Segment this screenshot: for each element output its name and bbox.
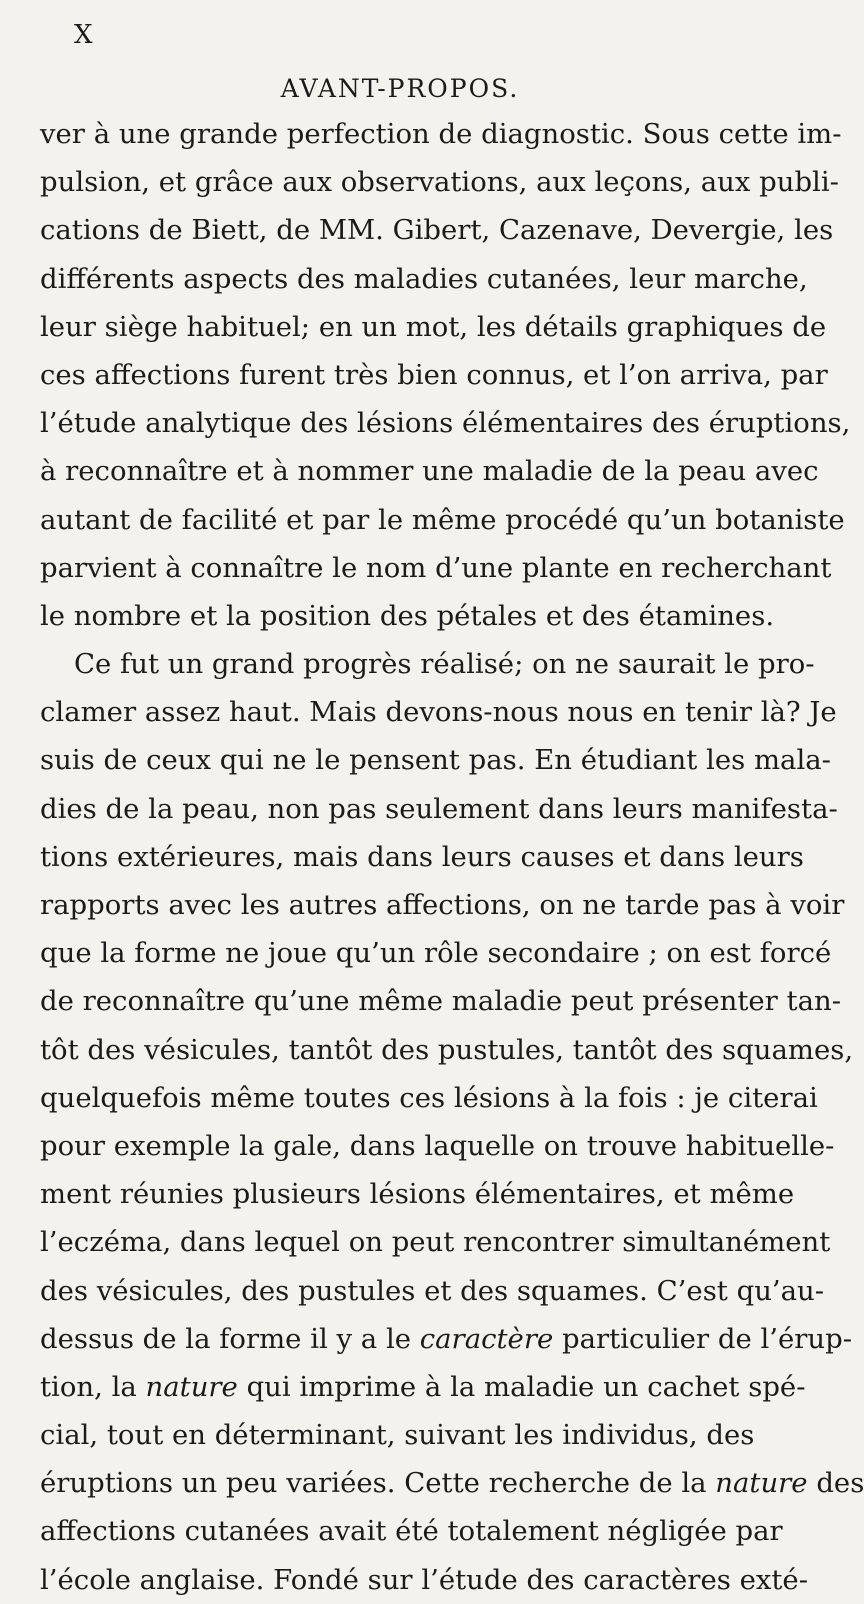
text-line: à reconnaître et à nommer une maladie de la peau avec [40, 455, 819, 488]
text-line: autant de facilité et par le même procédé qu’un botaniste [40, 503, 845, 536]
text-line: que la forme ne joue qu’un rôle secondaire ; on est forcé [40, 937, 832, 970]
text-line: quelquefois même toutes ces lésions à la fois : je citerai [40, 1081, 818, 1114]
emphasis-text: nature [715, 1467, 808, 1500]
text-line [40, 1363, 806, 1411]
text-line: tions extérieures, mais dans leurs causes et dans leurs [40, 840, 804, 873]
text-line: parvient à connaître le nom d’une plante en recherchant [40, 551, 832, 584]
text-line: des vésicules, des pustules et des squames. C’est qu’au- [40, 1274, 825, 1307]
running-head: AVANT-PROPOS. [280, 74, 520, 103]
text-line: cial, tout en déterminant, suivant les individus, des [40, 1419, 755, 1452]
text-line [40, 1315, 853, 1363]
text-line: rapports avec les autres affections, on ne tarde pas à voir [40, 889, 845, 921]
text-run: éruptions un peu variées. Cette recherche de la [40, 1467, 716, 1500]
text-line: pulsion, et grâce aux observations, aux leçons, aux publi- [40, 166, 839, 199]
text-line: pour exemple la gale, dans laquelle on trouve habituelle- [40, 1129, 835, 1162]
text-run: dessus de la forme il y a le [40, 1322, 420, 1355]
body-text [40, 110, 864, 1604]
text-line: suis de ceux qui ne le pensent pas. En étudiant les mala- [40, 744, 831, 777]
text-line: l’étude analytique des lésions élémentaires des éruptions, [40, 407, 851, 440]
text-line: l’eczéma, dans lequel on peut rencontrer simultanément [40, 1226, 831, 1259]
text-line: de reconnaître qu’une même maladie peut présenter tan- [40, 985, 842, 1018]
text-line: ver à une grande perfection de diagnostic. Sous cette im- [40, 118, 842, 150]
text-line: clamer assez haut. Mais devons-nous nous en tenir là? Je [40, 696, 837, 729]
text-line: affections cutanées avait été totalement négligée par [40, 1515, 783, 1548]
paragraph-end-line: le nombre et la position des pétales et des étamines. [40, 599, 775, 632]
paragraph-start-line: Ce fut un grand progrès réalisé; on ne saurait le pro- [74, 648, 815, 681]
text-line: leur siège habituel; en un mot, les détails graphiques de [40, 310, 827, 343]
emphasis-text: nature [145, 1370, 238, 1403]
text-line [40, 1459, 864, 1507]
emphasis-text: caractère [419, 1322, 554, 1355]
text-run: tion, la [40, 1370, 146, 1403]
text-line: différents aspects des maladies cutanées, leur marche, [40, 262, 808, 295]
text-line: dies de la peau, non pas seulement dans leurs manifesta- [40, 792, 838, 825]
text-run: particulier de l’érup- [553, 1322, 853, 1355]
page-number: X [74, 20, 94, 50]
text-line: tôt des vésicules, tantôt des pustules, tantôt des squames, [40, 1033, 854, 1066]
text-run: qui imprime à la maladie un cachet spé- [237, 1370, 806, 1403]
text-line: ment réunies plusieurs lésions élémentaires, et même [40, 1178, 795, 1211]
text-line: ces affections furent très bien connus, et l’on arriva, par [40, 358, 828, 391]
text-line: l’école anglaise. Fondé sur l’étude des caractères exté- [40, 1563, 808, 1596]
text-run: des [807, 1467, 864, 1500]
text-line: cations de Biett, de MM. Gibert, Cazenave, Devergie, les [40, 214, 834, 247]
